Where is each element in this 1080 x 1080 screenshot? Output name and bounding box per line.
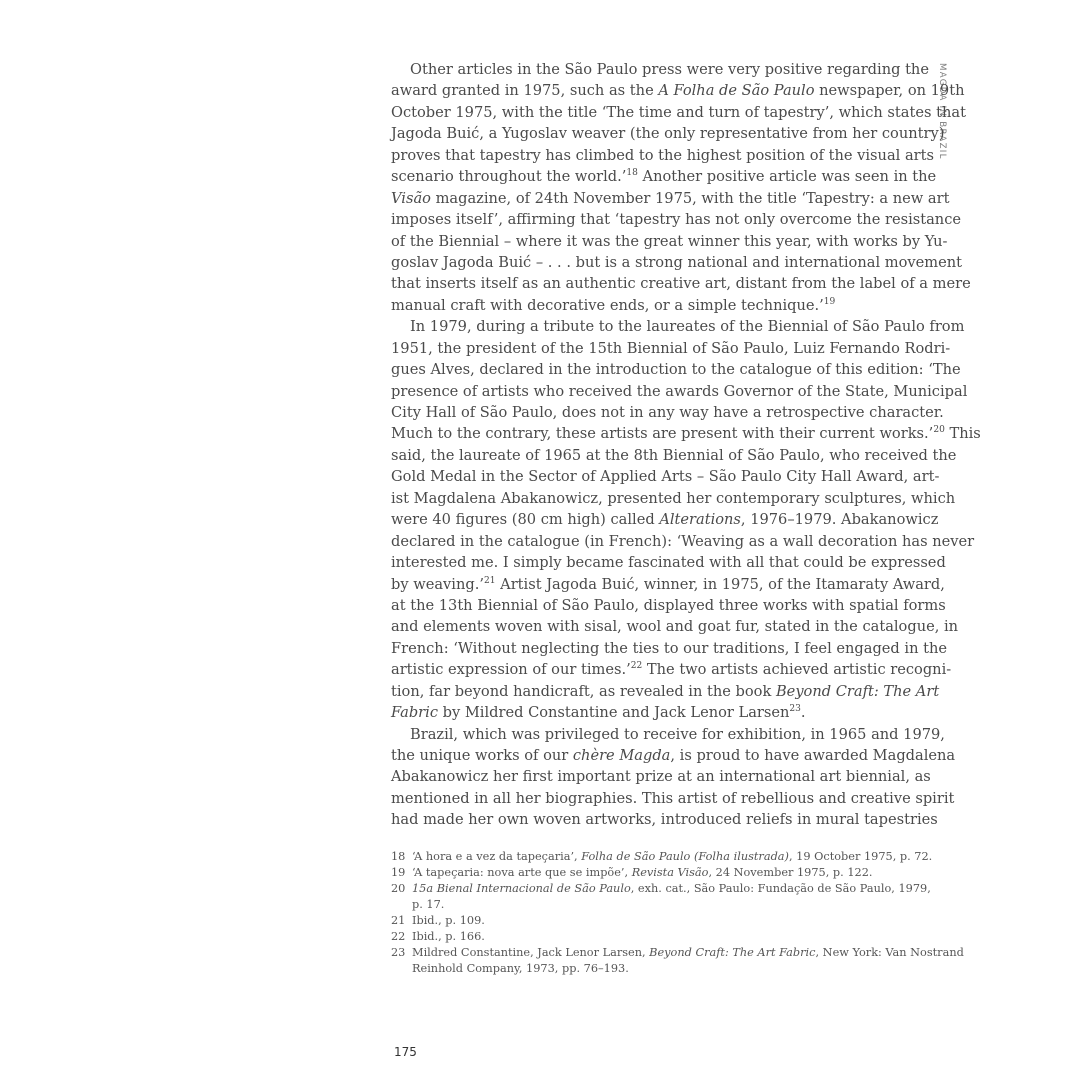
text-line: mentioned in all her biographies. This artist of rebellious and creative spirit xyxy=(391,789,955,807)
footnote-number: 23 xyxy=(391,946,406,959)
text-line: had made her own woven artworks, introduced reliefs in mural tapestries xyxy=(391,811,938,829)
text-line: by weaving.’$^{21}$ Artist Jagoda Buić, winner, in 1975, of the Itamaraty Award, xyxy=(391,575,945,593)
footnote-number: 20 xyxy=(391,882,406,895)
text-line: presence of artists who received the awards Governor of the State, Municipal xyxy=(391,382,968,400)
text-line: Jagoda Buić, a Yugoslav weaver (the only representative from her country) xyxy=(391,125,945,143)
text-line: Fabric by Mildred Constantine and Jack Lenor Larsen$^{23}$. xyxy=(391,704,806,722)
text-line: tion, far beyond handicraft, as revealed in the book Beyond Craft: The Art xyxy=(391,682,940,700)
text-line: interested me. I simply became fascinated with all that could be expressed xyxy=(391,554,946,572)
footnote-text: Ibid., p. 166. xyxy=(412,930,485,943)
text-line: October 1975, with the title ‘The time and turn of tapestry’, which states that xyxy=(391,103,966,121)
text-line: Gold Medal in the Sector of Applied Arts – São Paulo City Hall Award, art- xyxy=(391,468,940,486)
text-line: In 1979, during a tribute to the laureates of the Biennial of São Paulo from xyxy=(410,318,965,336)
footnote-number: 18 xyxy=(391,850,406,863)
paragraph xyxy=(391,316,981,723)
footnote xyxy=(391,929,877,945)
footnote xyxy=(391,945,964,977)
footnote-text: ‘A hora e a vez da tapeçaria’, Folha de São Paulo (Folha ilustrada), 19 October 1975, p. 72. xyxy=(412,850,933,863)
text-line: gues Alves, declared in the introduction to the catalogue of this edition: ‘The xyxy=(391,361,961,379)
text-line: City Hall of São Paulo, does not in any way have a retrospective character. xyxy=(391,404,944,421)
footnote xyxy=(391,913,877,929)
footnote-number: 19 xyxy=(391,866,406,879)
text-line: Brazil, which was privileged to receive for exhibition, in 1965 and 1979, xyxy=(410,725,945,743)
text-line: Much to the contrary, these artists are present with their current works.’$^{20}$ This xyxy=(391,425,981,443)
footnote-text: Ibid., p. 109. xyxy=(412,914,485,927)
text-line: ist Magdalena Abakanowicz, presented her contemporary sculptures, which xyxy=(391,489,956,507)
footnote-text: ‘A tapeçaria: nova arte que se impõe’, Revista Visão, 24 November 1975, p. 122. xyxy=(412,866,873,879)
text-line: goslav Jagoda Buić – . . . but is a strong national and international movement xyxy=(391,253,962,271)
text-line: and elements woven with sisal, wool and goat fur, stated in the catalogue, in xyxy=(391,618,959,636)
footnote xyxy=(391,849,933,865)
footnote-number: 22 xyxy=(391,930,406,943)
footnote xyxy=(391,865,877,881)
page-number: 175 xyxy=(394,1045,417,1059)
text-line: declared in the catalogue (in French): ‘Weaving as a wall decoration has never xyxy=(391,532,975,550)
text-line: Visão magazine, of 24th November 1975, with the title ‘Tapestry: a new art xyxy=(391,189,950,207)
text-line: said, the laureate of 1965 at the 8th Biennial of São Paulo, who received the xyxy=(391,446,957,464)
footnote-number: 21 xyxy=(391,914,406,927)
text-line: proves that tapestry has climbed to the highest position of the visual arts xyxy=(391,146,934,164)
text-line: artistic expression of our times.’$^{22}$ The two artists achieved artistic recogni- xyxy=(391,661,952,679)
text-line: of the Biennial – where it was the great winner this year, with works by Yu- xyxy=(391,232,948,250)
text-line: imposes itself’, affirming that ‘tapestry has not only overcome the resistance xyxy=(391,211,962,229)
footnote-text: Mildred Constantine, Jack Lenor Larsen, Beyond Craft: The Art Fabric, New York: Van Nostrand Reinhold Company, 1973, pp. 76–193. xyxy=(412,946,964,975)
text-line: award granted in 1975, such as the A Folha de São Paulo newspaper, on 19th xyxy=(391,82,965,100)
text-line: scenario throughout the world.’$^{18}$ Another positive article was seen in the xyxy=(391,168,937,186)
footnote xyxy=(391,881,931,913)
text-line: manual craft with decorative ends, or a simple technique.’$^{19}$ xyxy=(391,296,836,314)
footnote-text: 15a Bienal Internacional de São Paulo, exh. cat., São Paulo: Fundação de São Paulo, 1979, p. 17. xyxy=(412,882,931,911)
text-line: were 40 figures (80 cm high) called Alterations, 1976–1979. Abakanowicz xyxy=(391,511,939,529)
text-line: Other articles in the São Paulo press were very positive regarding the xyxy=(410,61,929,78)
text-line: the unique works of our chère Magda, is proud to have awarded Magdalena xyxy=(391,747,956,764)
running-head: MAGDA IN BRAZIL xyxy=(937,63,947,160)
text-line: that inserts itself as an authentic creative art, distant from the label of a mere xyxy=(391,275,971,293)
text-line: French: ‘Without neglecting the ties to our traditions, I feel engaged in the xyxy=(391,639,948,657)
text-line: at the 13th Biennial of São Paulo, displayed three works with spatial forms xyxy=(391,596,946,614)
paragraph xyxy=(391,724,956,831)
footnotes xyxy=(391,849,964,977)
text-line: Abakanowicz her first important prize at an international art biennial, as xyxy=(391,768,931,786)
text-line: 1951, the president of the 15th Biennial of São Paulo, Luiz Fernando Rodri- xyxy=(391,339,951,357)
